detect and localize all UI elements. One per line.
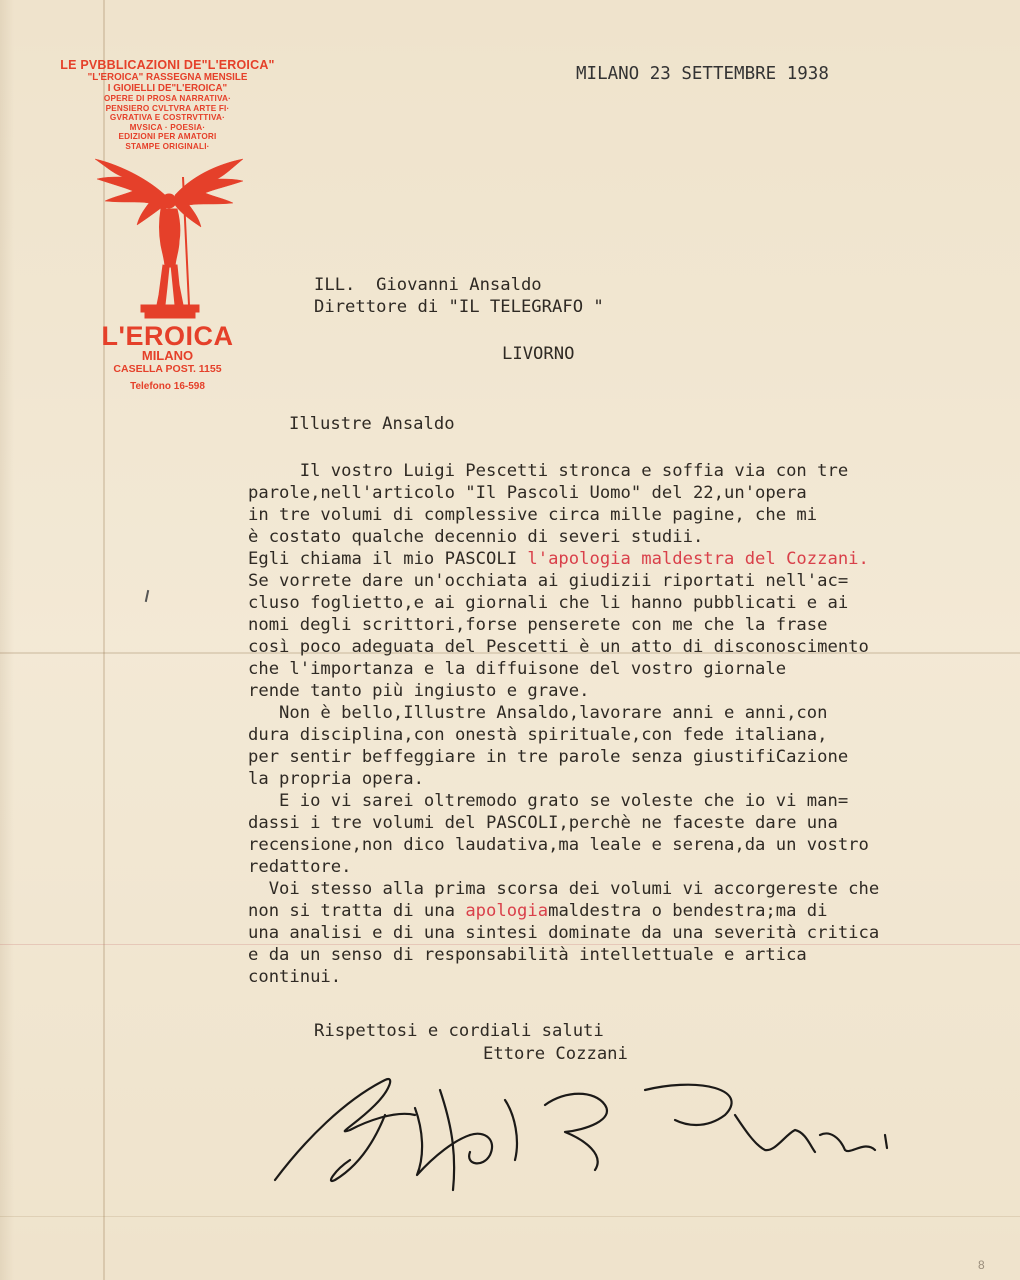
body-line: per sentir beffeggiare in tre parole senza giustifiCazione — [248, 747, 849, 767]
closing-line: Rispettosi e cordiali saluti — [314, 1021, 604, 1041]
body-line: che l'importanza e la diffuisone del vostro giornale — [248, 659, 787, 679]
handwritten-signature — [265, 1060, 925, 1210]
page-number: 8 — [978, 1258, 985, 1272]
ink-mark — [145, 590, 149, 602]
letterhead-line: OPERE DI PROSA NARRATIVA· — [103, 94, 232, 103]
body-line: nomi degli scrittori,forse penserete con me che la frase — [248, 615, 828, 635]
body-line: continui. — [248, 967, 342, 987]
letterhead-line: I GIOIELLI DE"L'EROICA" — [107, 83, 228, 94]
red-typed-word: apologia — [465, 901, 549, 921]
body-line: cluso foglietto,e ai giornali che li hanno pubblicati e ai — [248, 593, 849, 613]
body-line: redattore. — [248, 857, 352, 877]
body-line-text: non si tratta di una — [248, 901, 466, 921]
body-line: in tre volumi di complessive circa mille pagine, che mi — [248, 505, 818, 525]
recipient-line: Direttore di "IL TELEGRAFO " — [314, 297, 604, 317]
body-line: Non è bello,Illustre Ansaldo,lavorare anni e anni,con — [248, 703, 828, 723]
letterhead-line: "L'EROICA" RASSEGNA MENSILE — [87, 72, 248, 83]
body-line: una analisi e di una sintesi dominate da una severità critica — [248, 923, 880, 943]
letterhead — [40, 58, 295, 392]
body-line: Il vostro Luigi Pescetti stronca e soffia via con tre — [248, 461, 849, 481]
recipient-line: ILL. Giovanni Ansaldo — [314, 275, 542, 295]
letterhead-line: MVSICA · POESIA· — [129, 122, 206, 132]
letterhead-line: PENSIERO CVLTVRA ARTE FI· — [105, 103, 230, 113]
winged-angel-logo-icon — [83, 155, 253, 325]
salutation: Illustre Ansaldo — [289, 414, 455, 434]
letterhead-line: STAMPE ORIGINALI· — [125, 141, 210, 151]
recipient-city: LIVORNO — [502, 344, 575, 364]
recipient-block — [314, 274, 604, 318]
body-line: Voi stesso alla prima scorsa dei volumi vi accorgereste che — [248, 879, 880, 899]
letterhead-line: EDIZIONI PER AMATORI — [118, 132, 217, 141]
body-line-text: Egli chiama il mio PASCOLI — [248, 549, 528, 569]
body-line — [248, 900, 879, 922]
letterhead-po-box: CASELLA POST. 1155 — [113, 363, 222, 375]
body-line: E io vi sarei oltremodo grato se voleste che io vi man= — [248, 791, 849, 811]
body-line: recensione,non dico laudativa,ma leale e serena,da un vostro — [248, 835, 869, 855]
body-line-text: maldestra o bendestra;ma di — [548, 901, 828, 921]
letter-date: MILANO 23 SETTEMBRE 1938 — [576, 64, 829, 84]
red-typed-phrase: l'apologia maldestra del Cozzani. — [527, 549, 869, 569]
body-line — [248, 548, 879, 570]
typed-signature: Ettore Cozzani — [483, 1044, 628, 1064]
body-line: dassi i tre volumi del PASCOLI,perchè ne faceste dare una — [248, 813, 838, 833]
body-line: rende tanto più ingiusto e grave. — [248, 681, 590, 701]
letterhead-phone: Telefono 16-598 — [130, 381, 205, 392]
body-line: così poco adeguata del Pescetti è un atto di disconoscimento — [248, 637, 869, 657]
body-line: Se vorrete dare un'occhiata ai giudizii riportati nell'ac= — [248, 571, 849, 591]
letterhead-brand: L'EROICA — [101, 321, 234, 351]
letterhead-title: LE PVBBLICAZIONI DE"L'EROICA" — [60, 58, 275, 72]
paper-fold-bottom — [0, 1216, 1020, 1217]
letter-body — [248, 460, 879, 988]
body-line: dura disciplina,con onestà spirituale,con fede italiana, — [248, 725, 828, 745]
body-line: parole,nell'articolo "Il Pascoli Uomo" del 22,un'opera — [248, 483, 807, 503]
body-line: la propria opera. — [248, 769, 424, 789]
body-line: e da un senso di responsabilità intellettuale e artica — [248, 945, 807, 965]
letterhead-line: GVRATIVA E COSTRVTTIVA· — [109, 113, 226, 122]
letterhead-city: MILANO — [141, 348, 194, 363]
body-line: è costato qualche decennio di severi studii. — [248, 527, 704, 547]
